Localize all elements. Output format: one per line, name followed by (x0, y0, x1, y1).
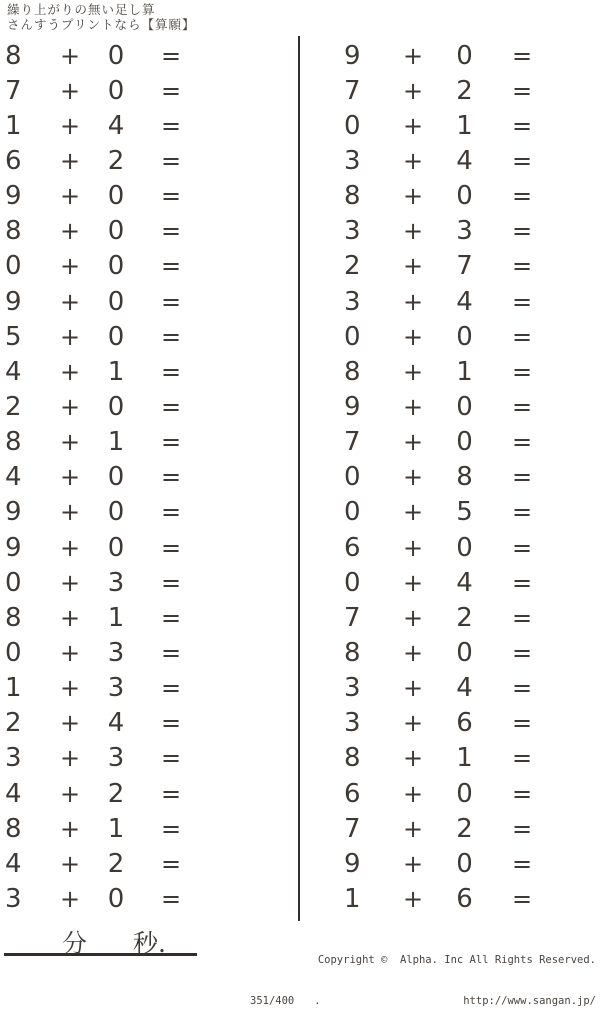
worksheet-subtitle: さんすうプリントなら【算願】 (7, 17, 196, 32)
problem-row (300, 706, 600, 741)
problem-row (0, 565, 298, 600)
operand-b: 1 (107, 602, 125, 633)
operand-b: 3 (456, 216, 473, 247)
plus-operator: + (402, 849, 424, 878)
problem-row (300, 565, 600, 600)
equals-sign: = (160, 146, 182, 175)
problem-row (0, 108, 298, 143)
operand-a: 8 (5, 602, 22, 633)
operand-a: 1 (5, 673, 22, 704)
problem-row (0, 495, 298, 530)
operand-b: 4 (456, 567, 473, 598)
equals-sign: = (511, 568, 533, 597)
operand-a: 0 (5, 637, 22, 668)
operand-b: 0 (107, 883, 125, 914)
plus-operator: + (402, 287, 424, 316)
problem-row (0, 460, 298, 495)
operand-b: 0 (456, 391, 473, 422)
page-number: 351/400 (250, 994, 295, 1007)
operand-b: 2 (107, 145, 125, 176)
problem-row (300, 635, 600, 670)
problem-row (0, 249, 298, 284)
problem-row (0, 635, 298, 670)
plus-operator: + (402, 182, 424, 211)
plus-operator: + (402, 41, 424, 70)
problem-row (300, 671, 600, 706)
plus-operator: + (59, 76, 81, 105)
equals-sign: = (160, 674, 182, 703)
plus-operator: + (59, 568, 81, 597)
problem-row (300, 425, 600, 460)
plus-operator: + (59, 814, 81, 843)
operand-a: 0 (344, 462, 361, 493)
operand-b: 6 (456, 883, 473, 914)
problem-row (0, 319, 298, 354)
equals-sign: = (160, 392, 182, 421)
equals-sign: = (511, 428, 533, 457)
equals-sign: = (511, 849, 533, 878)
operand-b: 2 (107, 778, 125, 809)
operand-b: 1 (107, 427, 125, 458)
operand-a: 2 (344, 251, 361, 282)
plus-operator: + (402, 779, 424, 808)
equals-sign: = (511, 884, 533, 913)
equals-sign: = (511, 76, 533, 105)
operand-a: 8 (5, 40, 22, 71)
operand-a: 7 (5, 75, 22, 106)
equals-sign: = (511, 146, 533, 175)
equals-sign: = (511, 498, 533, 527)
plus-operator: + (59, 287, 81, 316)
plus-operator: + (402, 392, 424, 421)
operand-a: 9 (344, 391, 361, 422)
operand-a: 9 (5, 497, 22, 528)
problem-row (0, 214, 298, 249)
problem-row (0, 706, 298, 741)
plus-operator: + (59, 744, 81, 773)
operand-a: 3 (344, 708, 361, 739)
plus-operator: + (402, 568, 424, 597)
equals-sign: = (160, 463, 182, 492)
equals-sign: = (160, 709, 182, 738)
footer-copyright-block (250, 927, 596, 1035)
equals-sign: = (160, 603, 182, 632)
operand-a: 3 (5, 743, 22, 774)
worksheet-title: 繰り上がりの無い足し算 (7, 2, 156, 17)
problem-row (0, 284, 298, 319)
equals-sign: = (511, 252, 533, 281)
equals-sign: = (511, 779, 533, 808)
operand-a: 3 (344, 216, 361, 247)
equals-sign: = (160, 287, 182, 316)
plus-operator: + (402, 603, 424, 632)
operand-a: 7 (344, 602, 361, 633)
operand-a: 6 (5, 145, 22, 176)
problem-row (0, 741, 298, 776)
plus-operator: + (59, 603, 81, 632)
operand-a: 1 (344, 883, 361, 914)
problem-row (0, 776, 298, 811)
operand-b: 0 (456, 637, 473, 668)
problem-row (300, 143, 600, 178)
equals-sign: = (160, 638, 182, 667)
problem-row (0, 671, 298, 706)
equals-sign: = (160, 111, 182, 140)
operand-b: 0 (456, 427, 473, 458)
operand-b: 0 (456, 532, 473, 563)
operand-a: 2 (5, 391, 22, 422)
equals-sign: = (160, 849, 182, 878)
page-dot: . (314, 994, 321, 1007)
equals-sign: = (511, 182, 533, 211)
plus-operator: + (402, 709, 424, 738)
plus-operator: + (59, 674, 81, 703)
problem-row (0, 811, 298, 846)
equals-sign: = (511, 603, 533, 632)
seconds-label: 秒. (133, 929, 166, 958)
equals-sign: = (160, 498, 182, 527)
operand-b: 5 (456, 497, 473, 528)
problem-row (0, 881, 298, 916)
problem-row (300, 495, 600, 530)
equals-sign: = (511, 638, 533, 667)
operand-b: 6 (456, 708, 473, 739)
problem-row (300, 811, 600, 846)
problem-row (300, 249, 600, 284)
operand-b: 0 (107, 391, 125, 422)
equals-sign: = (160, 76, 182, 105)
operand-a: 3 (5, 883, 22, 914)
equals-sign: = (160, 744, 182, 773)
equals-sign: = (160, 252, 182, 281)
operand-a: 3 (344, 673, 361, 704)
equals-sign: = (511, 392, 533, 421)
operand-a: 0 (344, 321, 361, 352)
equals-sign: = (511, 217, 533, 246)
problem-row (300, 389, 600, 424)
operand-b: 0 (107, 40, 125, 71)
problem-row (300, 846, 600, 881)
operand-b: 1 (107, 356, 125, 387)
operand-a: 0 (5, 567, 22, 598)
page-number-group (250, 995, 321, 1009)
plus-operator: + (402, 674, 424, 703)
equals-sign: = (511, 357, 533, 386)
operand-b: 0 (456, 40, 473, 71)
equals-sign: = (511, 533, 533, 562)
operand-b: 2 (456, 75, 473, 106)
operand-b: 0 (107, 251, 125, 282)
operand-a: 8 (344, 637, 361, 668)
plus-operator: + (59, 779, 81, 808)
equals-sign: = (511, 111, 533, 140)
problem-row (0, 389, 298, 424)
operand-b: 1 (456, 110, 473, 141)
operand-a: 6 (344, 778, 361, 809)
operand-b: 0 (107, 181, 125, 212)
plus-operator: + (59, 392, 81, 421)
operand-b: 4 (107, 110, 125, 141)
operand-a: 9 (5, 532, 22, 563)
operand-a: 5 (5, 321, 22, 352)
problems-column-left (0, 38, 298, 917)
operand-a: 7 (344, 75, 361, 106)
operand-a: 8 (5, 813, 22, 844)
equals-sign: = (160, 779, 182, 808)
operand-a: 6 (344, 532, 361, 563)
plus-operator: + (59, 884, 81, 913)
operand-b: 0 (456, 848, 473, 879)
operand-a: 8 (344, 181, 361, 212)
equals-sign: = (160, 568, 182, 597)
operand-b: 1 (456, 743, 473, 774)
plus-operator: + (402, 357, 424, 386)
problem-row (300, 319, 600, 354)
operand-b: 4 (456, 286, 473, 317)
problem-row (300, 600, 600, 635)
plus-operator: + (402, 638, 424, 667)
equals-sign: = (160, 322, 182, 351)
problem-row (0, 600, 298, 635)
plus-operator: + (402, 322, 424, 351)
equals-sign: = (160, 182, 182, 211)
plus-operator: + (59, 252, 81, 281)
operand-b: 4 (456, 145, 473, 176)
site-url: http://www.sangan.jp/ (463, 994, 596, 1007)
operand-b: 3 (107, 743, 125, 774)
plus-operator: + (59, 41, 81, 70)
problem-row (0, 179, 298, 214)
plus-operator: + (59, 849, 81, 878)
operand-b: 0 (107, 497, 125, 528)
problem-row (0, 143, 298, 178)
plus-operator: + (402, 463, 424, 492)
minutes-label: 分 (62, 929, 88, 958)
equals-sign: = (160, 357, 182, 386)
plus-operator: + (59, 357, 81, 386)
problem-row (300, 179, 600, 214)
equals-sign: = (511, 463, 533, 492)
operand-b: 1 (107, 813, 125, 844)
operand-a: 4 (5, 356, 22, 387)
problems-column-right (300, 38, 600, 917)
operand-b: 0 (456, 181, 473, 212)
copyright-text: Copyright © Alpha. Inc All Rights Reserved. (317, 954, 596, 966)
equals-sign: = (160, 533, 182, 562)
problem-row (300, 284, 600, 319)
problem-row (0, 354, 298, 389)
plus-operator: + (402, 111, 424, 140)
plus-operator: + (59, 182, 81, 211)
operand-b: 0 (107, 462, 125, 493)
operand-b: 0 (107, 75, 125, 106)
operand-b: 0 (456, 778, 473, 809)
worksheet-header (7, 2, 196, 32)
operand-a: 0 (5, 251, 22, 282)
problem-row (300, 741, 600, 776)
problem-row (0, 38, 298, 73)
operand-a: 4 (5, 462, 22, 493)
plus-operator: + (59, 533, 81, 562)
equals-sign: = (511, 674, 533, 703)
problem-row (300, 776, 600, 811)
operand-b: 3 (107, 637, 125, 668)
problem-row (300, 530, 600, 565)
plus-operator: + (402, 814, 424, 843)
equals-sign: = (511, 709, 533, 738)
plus-operator: + (59, 638, 81, 667)
operand-b: 2 (456, 813, 473, 844)
operand-b: 0 (107, 532, 125, 563)
operand-b: 3 (107, 673, 125, 704)
operand-b: 2 (456, 602, 473, 633)
operand-a: 4 (5, 778, 22, 809)
operand-a: 9 (344, 40, 361, 71)
operand-b: 3 (107, 567, 125, 598)
operand-a: 7 (344, 813, 361, 844)
operand-b: 8 (456, 462, 473, 493)
problem-row (300, 108, 600, 143)
operand-b: 0 (456, 321, 473, 352)
problem-row (300, 38, 600, 73)
equals-sign: = (160, 428, 182, 457)
operand-b: 2 (107, 848, 125, 879)
operand-a: 1 (5, 110, 22, 141)
operand-a: 9 (5, 181, 22, 212)
problem-row (0, 530, 298, 565)
operand-a: 8 (5, 427, 22, 458)
operand-b: 0 (107, 286, 125, 317)
operand-a: 7 (344, 427, 361, 458)
plus-operator: + (59, 217, 81, 246)
equals-sign: = (160, 41, 182, 70)
plus-operator: + (59, 146, 81, 175)
problem-row (300, 460, 600, 495)
plus-operator: + (59, 428, 81, 457)
plus-operator: + (402, 217, 424, 246)
operand-b: 1 (456, 356, 473, 387)
plus-operator: + (59, 498, 81, 527)
plus-operator: + (402, 884, 424, 913)
operand-b: 7 (456, 251, 473, 282)
problem-row (0, 73, 298, 108)
operand-a: 2 (5, 708, 22, 739)
equals-sign: = (511, 322, 533, 351)
operand-a: 9 (5, 286, 22, 317)
operand-a: 9 (344, 848, 361, 879)
footer-bottom-line (250, 995, 596, 1009)
operand-a: 0 (344, 567, 361, 598)
plus-operator: + (59, 111, 81, 140)
operand-a: 0 (344, 497, 361, 528)
operand-a: 3 (344, 286, 361, 317)
operand-a: 8 (5, 216, 22, 247)
problem-row (300, 354, 600, 389)
equals-sign: = (511, 814, 533, 843)
problem-row (300, 214, 600, 249)
plus-operator: + (402, 498, 424, 527)
operand-b: 4 (107, 708, 125, 739)
operand-a: 0 (344, 110, 361, 141)
equals-sign: = (160, 217, 182, 246)
plus-operator: + (402, 252, 424, 281)
equals-sign: = (511, 41, 533, 70)
plus-operator: + (402, 533, 424, 562)
operand-a: 8 (344, 743, 361, 774)
problem-row (300, 73, 600, 108)
operand-b: 0 (107, 321, 125, 352)
operand-a: 8 (344, 356, 361, 387)
problem-row (300, 881, 600, 916)
plus-operator: + (59, 709, 81, 738)
equals-sign: = (511, 744, 533, 773)
plus-operator: + (59, 463, 81, 492)
operand-a: 4 (5, 848, 22, 879)
time-answer-line (4, 924, 197, 956)
plus-operator: + (59, 322, 81, 351)
operand-b: 4 (456, 673, 473, 704)
operand-b: 0 (107, 216, 125, 247)
equals-sign: = (511, 287, 533, 316)
plus-operator: + (402, 76, 424, 105)
problem-row (0, 846, 298, 881)
equals-sign: = (160, 884, 182, 913)
problem-row (0, 425, 298, 460)
plus-operator: + (402, 428, 424, 457)
plus-operator: + (402, 744, 424, 773)
equals-sign: = (160, 814, 182, 843)
operand-a: 3 (344, 145, 361, 176)
plus-operator: + (402, 146, 424, 175)
